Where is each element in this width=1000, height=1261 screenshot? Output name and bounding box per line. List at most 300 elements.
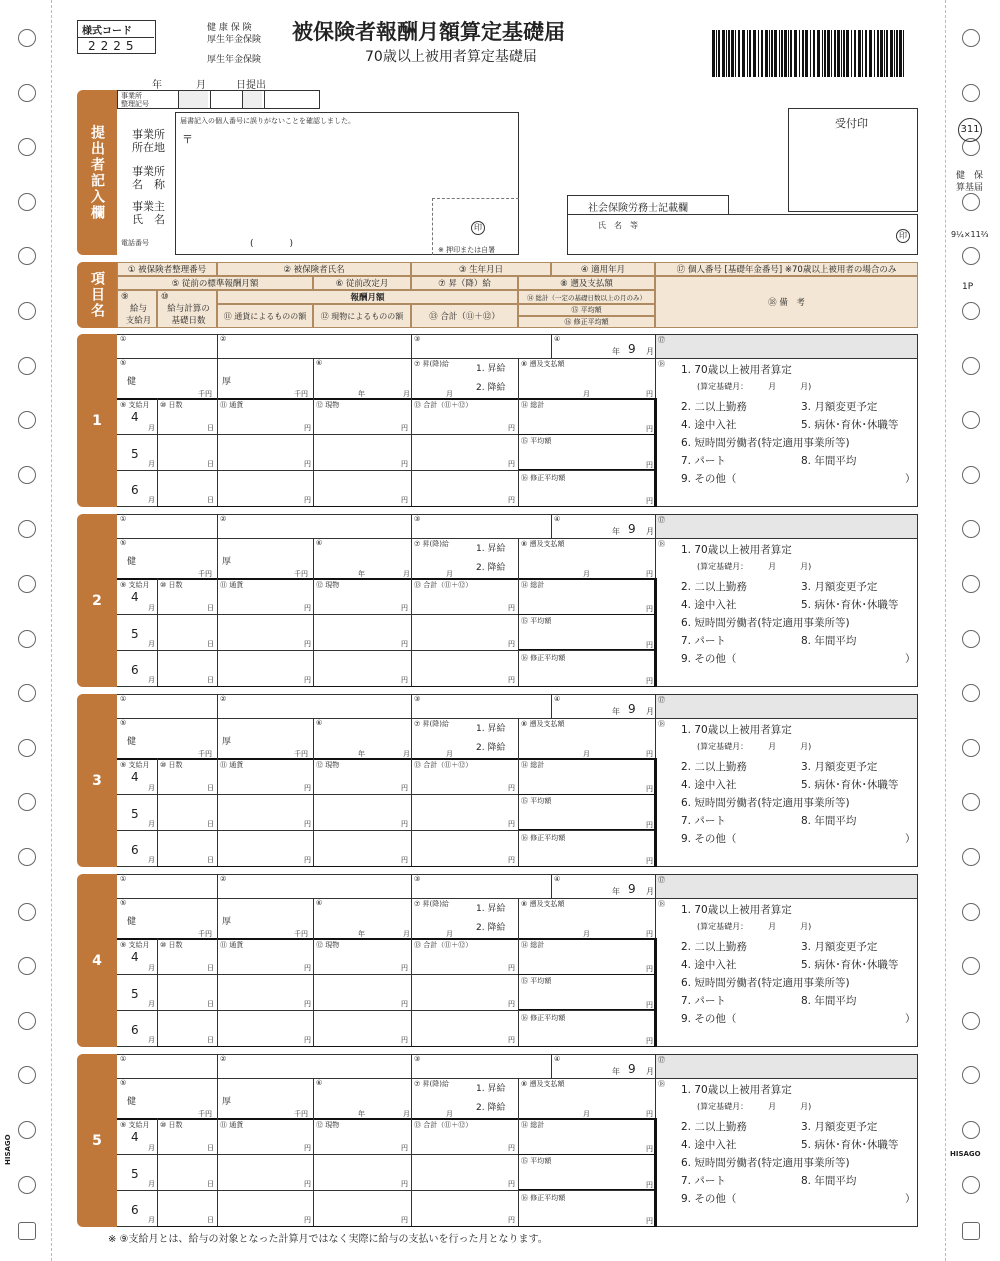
unit-label: 月 [446,570,453,578]
unit-label: 円 [304,820,311,828]
cell-label: ⑰ [658,336,665,344]
remark-option[interactable]: 5. 病休･育休･休職等 [801,1139,899,1151]
unit-label: 月 [403,390,410,398]
cell-label: ⑱ [658,1080,665,1088]
cell-label: ③ [414,515,421,523]
lower-option[interactable]: 2. 降給 [476,383,506,393]
remark-option[interactable]: 9. その他（ [681,473,737,485]
cell-label: ⑧ 遡及支払額 [521,900,565,908]
remark-option[interactable]: 3. 月額変更予定 [801,941,878,953]
hdr-16: ⑯ 修正平均額 [518,316,655,328]
pay-month: 6 [131,843,139,857]
remark-option[interactable]: 3. 月額変更予定 [801,401,878,413]
cell-label: ⑰ [658,696,665,704]
unit-label: 円 [646,1145,653,1153]
unit-label: 千円 [294,390,308,398]
remark-option[interactable]: 1. 70歳以上被用者算定 [681,724,792,736]
remark-option[interactable]: 2. 二以上勤務 [681,761,747,773]
tractor-hole-left [18,520,36,538]
unit-label: 円 [508,1000,515,1008]
cell-label: ④ [554,1055,561,1063]
remark-option[interactable]: 6. 短時間労働者(特定適用事業所等) [681,977,850,989]
unit-label: 月 [148,496,155,504]
hdr-8: ⑧ 遡及支払額 [518,276,655,290]
my-number-field[interactable] [655,515,917,538]
year-unit: 年 [612,1067,620,1076]
unit-label: 円 [304,1180,311,1188]
grid-line [655,718,656,758]
barcode-bar [843,30,845,77]
receipt-box [788,108,918,212]
hdr-pay: 報酬月額 [217,290,518,304]
style-code-box [77,20,156,54]
barcode-bar [899,30,902,77]
cell-label: ⑱ [658,900,665,908]
remark-option[interactable]: 8. 年間平均 [801,455,857,467]
grid-line [518,718,519,758]
month-unit: 月 [646,887,654,896]
grid-line [551,334,552,358]
sharoushi-label-box [567,195,729,215]
pay-month: 4 [131,770,139,784]
raise-option[interactable]: 1. 昇給 [476,724,506,734]
side-size: 9¼×11⅔ [951,230,989,239]
remark-option[interactable]: 3. 月額変更予定 [801,1121,878,1133]
pay-month: 6 [131,1023,139,1037]
remark-option[interactable]: 5. 病休･育休･休職等 [801,959,899,971]
unit-label: 月 [148,1180,155,1188]
grid-line [551,694,552,718]
tractor-hole-left [18,84,36,102]
remark-option: ） [905,833,916,845]
grid-line [655,1078,656,1118]
remark-option[interactable]: 2. 二以上勤務 [681,1121,747,1133]
tractor-hole-right [962,411,980,429]
cell-label: ③ [414,335,421,343]
barcode-bar [862,30,863,77]
cell-label: ⑰ [658,876,665,884]
grid-line [313,358,314,398]
cell-label: ⑭ 総計 [521,761,545,769]
remark-option[interactable]: 3. 月額変更予定 [801,581,878,593]
remark-option[interactable]: 8. 年間平均 [801,1175,857,1187]
apply-month: 9 [628,882,636,896]
barcode-bar [747,30,748,77]
tractor-hole-right [962,29,980,47]
my-number-field[interactable] [655,1055,917,1078]
cell-label: ⑱ [658,360,665,368]
office-no-cell1[interactable] [178,91,208,108]
month-unit: 月 [646,527,654,536]
row-number: 5 [77,1054,117,1227]
unit-label: 円 [304,496,311,504]
barcode-bar [874,30,875,77]
cell-label: ⑥ [316,899,323,907]
remark-option[interactable]: 8. 年間平均 [801,815,857,827]
grid-line [655,874,656,898]
cell-label: ⑭ 総計 [521,1121,545,1129]
my-number-field[interactable] [655,875,917,898]
remark-option[interactable]: 2. 二以上勤務 [681,401,747,413]
barcode-bar [890,30,893,77]
pay-month: 4 [131,590,139,604]
cell-label: ⑫ 現物 [316,581,340,589]
cell-label: ① [120,875,127,883]
barcode-bar [735,30,736,77]
unit-label: 円 [401,460,408,468]
ins-line1: 健 康 保 険 [207,23,252,33]
tractor-hole-right [962,739,980,757]
barcode-bar [837,30,840,77]
unit-label: 月 [148,1144,155,1152]
remark-option[interactable]: 7. パート [681,995,726,1007]
remark-option[interactable]: 1. 70歳以上被用者算定 [681,544,792,556]
cell-label: ③ [414,875,421,883]
remark-option[interactable]: 4. 途中入社 [681,1139,737,1151]
tractor-hole-right [962,1066,980,1084]
unit-label: 月 [583,390,590,398]
grid-line [217,334,218,358]
cell-label: ⑫ 現物 [316,401,340,409]
barcode-bar [894,30,895,77]
remark-option[interactable]: 8. 年間平均 [801,995,857,1007]
cell-label: ⑩ 日数 [160,401,183,409]
tractor-hole-left [18,903,36,921]
cell-label: ⑭ 総計 [521,581,545,589]
remark-option: (算定基礎月： 月 月) [697,922,812,931]
barcode-bar [886,30,888,77]
remark-option[interactable]: 9. その他（ [681,653,737,665]
cell-label: ⑰ [658,1056,665,1064]
pay-month: 5 [131,987,139,1001]
remark-option[interactable]: 2. 二以上勤務 [681,941,747,953]
tractor-hole-left [18,848,36,866]
remark-option[interactable]: 9. その他（ [681,1193,737,1205]
grid-line [313,1078,314,1118]
hdr-9-text: 給与 支給月 [125,304,152,326]
remark-option[interactable]: 3. 月額変更予定 [801,761,878,773]
barcode-bar [869,30,872,77]
unit-label: 年 [358,570,365,578]
kou-label: 厚 [222,557,232,567]
cell-label: ⑬ 合計（⑪＋⑫） [414,401,473,409]
apply-month: 9 [628,1062,636,1076]
cell-label: ⑱ [658,720,665,728]
year-unit: 年 [612,707,620,716]
cell-label: ⑯ 修正平均額 [521,1014,566,1022]
sharoushi-name-label: 氏 名 等 [598,221,638,230]
ins-line2: 厚生年金保険 [207,35,262,45]
unit-label: 日 [207,460,214,468]
unit-label: 円 [508,604,515,612]
raise-option[interactable]: 1. 昇給 [476,1084,506,1094]
hdr-10-num: ⑩ [161,292,169,302]
remark-option[interactable]: 6. 短時間労働者(特定適用事業所等) [681,1157,850,1169]
corner-mark [18,1222,36,1240]
tractor-hole-left [18,630,36,648]
tractor-hole-left [18,793,36,811]
unit-label: 日 [207,1000,214,1008]
seal-note: ※ 押印または自署 [438,246,496,254]
barcode-bar [722,30,725,77]
barcode-bar [831,30,832,77]
unit-label: 千円 [294,930,308,938]
unit-label: 年 [358,1110,365,1118]
cell-label: ⑧ 遡及支払額 [521,360,565,368]
unit-label: 日 [207,856,214,864]
remark-option[interactable]: 4. 途中入社 [681,779,737,791]
unit-label: 円 [304,1144,311,1152]
remark-option[interactable]: 5. 病休･育休･休職等 [801,599,899,611]
cell-label: ⑪ 通貨 [220,581,244,589]
unit-label: 円 [304,1216,311,1224]
cell-label: ③ [414,695,421,703]
unit-label: 月 [403,1110,410,1118]
my-number-field[interactable] [655,695,917,718]
cell-label: ⑭ 総計 [521,941,545,949]
remark-option[interactable]: 6. 短時間労働者(特定適用事業所等) [681,617,850,629]
barcode-bar [865,30,867,77]
unit-label: 円 [508,820,515,828]
barcode-bar [749,30,751,77]
remark-option[interactable]: 9. その他（ [681,1013,737,1025]
unit-label: 円 [646,821,653,829]
barcode-bar [784,30,787,77]
ken-label: 健 [127,557,137,567]
tractor-hole-right [962,466,980,484]
barcode-bar [769,30,770,77]
pay-month: 5 [131,627,139,641]
unit-label: 円 [508,496,515,504]
unit-label: 日 [207,1180,214,1188]
remark-option[interactable]: 7. パート [681,635,726,647]
remark-option[interactable]: 9. その他（ [681,833,737,845]
unit-label: 円 [508,676,515,684]
unit-label: 円 [304,640,311,648]
remark-option: ） [905,1193,916,1205]
unit-label: 円 [508,640,515,648]
unit-label: 日 [207,1036,214,1044]
barcode-bar [896,30,898,77]
remark-option[interactable]: 4. 途中入社 [681,959,737,971]
remark-option[interactable]: 8. 年間平均 [801,635,857,647]
grid-line [217,514,218,538]
cell-label: ② [220,695,227,703]
my-number-field[interactable] [655,335,917,358]
unit-label: 月 [148,856,155,864]
hdr-2: ② 被保険者氏名 [217,262,411,276]
barcode-bar [790,30,792,77]
cell-label: ⑧ 遡及支払額 [521,720,565,728]
unit-label: 月 [446,1110,453,1118]
cell-label: ④ [554,695,561,703]
raise-option[interactable]: 1. 昇給 [476,904,506,914]
remark-option[interactable]: 7. パート [681,1175,726,1187]
unit-label: 円 [401,1000,408,1008]
unit-label: 円 [646,497,653,505]
month-unit: 月 [646,347,654,356]
remark-option: ） [905,1013,916,1025]
barcode-bar [753,30,756,77]
barcode-bar [779,30,780,77]
unit-label: 円 [646,605,653,613]
kou-label: 厚 [222,737,232,747]
unit-label: 月 [148,640,155,648]
grid-line [411,898,412,938]
unit-label: 月 [446,390,453,398]
ins-line3: 厚生年金保険 [207,55,262,65]
grid-line [411,514,412,538]
remark-option[interactable]: 1. 70歳以上被用者算定 [681,364,792,376]
unit-label: 月 [446,750,453,758]
sharoushi-box[interactable] [567,214,918,255]
barcode-bar [877,30,879,77]
cell-label: ⑨ 支給月 [120,941,150,949]
grid-line [217,538,218,578]
grid-line [655,1118,657,1227]
pay-month: 6 [131,483,139,497]
remark-option[interactable]: 4. 途中入社 [681,419,737,431]
cell-label: ⑦ 昇(降)給 [414,900,449,908]
office-no-cell4[interactable] [264,91,319,108]
barcode-bar [858,30,861,77]
raise-option[interactable]: 1. 昇給 [476,364,506,374]
grid-line [313,538,314,578]
date-year: 年 [152,80,162,91]
remark-option[interactable]: 4. 途中入社 [681,599,737,611]
insured-row [77,334,918,507]
barcode-bar [718,30,720,77]
sharoushi-label: 社会保険労務士記載欄 [588,203,688,214]
barcode-bar [824,30,826,77]
unit-label: 円 [646,425,653,433]
remark-option[interactable]: 1. 70歳以上被用者算定 [681,1084,792,1096]
remark-option[interactable]: 5. 病休･育休･休職等 [801,419,899,431]
unit-label: 日 [207,640,214,648]
unit-label: 千円 [198,930,212,938]
remark-option[interactable]: 1. 70歳以上被用者算定 [681,904,792,916]
hdr-15: ⑮ 平均額 [518,304,655,316]
tractor-hole-right [962,630,980,648]
lower-option[interactable]: 2. 降給 [476,563,506,573]
cell-label: ⑮ 平均額 [521,1157,552,1165]
cell-label: ⑬ 合計（⑪＋⑫） [414,1121,473,1129]
remark-option[interactable]: 2. 二以上勤務 [681,581,747,593]
tractor-hole-right [962,302,980,320]
owner-label2: 氏 名 [132,213,165,226]
kou-label: 厚 [222,917,232,927]
unit-label: 日 [207,424,214,432]
unit-label: 年 [358,930,365,938]
cell-label: ⑪ 通貨 [220,761,244,769]
hdr-1: ① 被保険者整理番号 [117,262,217,276]
grid-line [655,538,656,578]
lower-option[interactable]: 2. 降給 [476,1103,506,1113]
tractor-hole-left [18,1012,36,1030]
barcode-bar [813,30,815,77]
remark-option[interactable]: 7. パート [681,455,726,467]
tractor-hole-left [18,1176,36,1194]
barcode-bar [765,30,768,77]
cell-label: ⑬ 合計（⑪＋⑫） [414,761,473,769]
date-month: 月 [196,80,206,91]
unit-label: 円 [401,676,408,684]
grid-line [655,358,656,398]
lower-option[interactable]: 2. 降給 [476,743,506,753]
grid-line [411,334,412,358]
grid-line [411,1078,412,1118]
grid-line [411,718,412,758]
year-unit: 年 [612,527,620,536]
unit-label: 月 [148,676,155,684]
unit-label: 円 [304,424,311,432]
grid-line [217,874,218,898]
cell-label: ⑥ [316,539,323,547]
unit-label: 月 [583,570,590,578]
unit-label: 日 [207,964,214,972]
cell-label: ② [220,875,227,883]
cell-label: ① [120,335,127,343]
tractor-hole-right [962,903,980,921]
address-label1: 事業所 [132,128,165,141]
remark-option[interactable]: 6. 短時間労働者(特定適用事業所等) [681,437,850,449]
office-no-cell2[interactable] [210,91,240,108]
hdr-11: ⑪ 通貨によるものの額 [217,304,313,328]
tractor-hole-right [962,247,980,265]
remark-option[interactable]: 5. 病休･育休･休職等 [801,779,899,791]
unit-label: 日 [207,496,214,504]
cell-label: ⑥ [316,359,323,367]
remark-option[interactable]: 7. パート [681,815,726,827]
form-subtitle: 70歳以上被用者算定基礎届 [365,49,537,65]
tractor-hole-right [962,957,980,975]
tractor-hole-left [18,1121,36,1139]
unit-label: 月 [148,1216,155,1224]
cell-label: ⑩ 日数 [160,1121,183,1129]
cell-label: ⑪ 通貨 [220,1121,244,1129]
phone-label: 電話番号 [121,239,149,247]
unit-label: 円 [646,1037,653,1045]
barcode-bar [771,30,773,77]
perforation-right [945,0,946,1261]
grid-line [655,1054,656,1078]
grid-line [551,874,552,898]
ken-label: 健 [127,737,137,747]
tractor-hole-left [18,357,36,375]
cell-label: ⑯ 修正平均額 [521,654,566,662]
unit-label: 円 [646,390,653,398]
pay-month: 6 [131,1203,139,1217]
grid-line [655,578,657,687]
barcode-bar [851,30,852,77]
remark-option[interactable]: 6. 短時間労働者(特定適用事業所等) [681,797,850,809]
hdr-6: ⑥ 従前改定月 [313,276,411,290]
unit-label: 円 [646,1110,653,1118]
sharoushi-seal: 印 [896,229,910,243]
unit-label: 円 [508,1216,515,1224]
cell-label: ④ [554,875,561,883]
office-no-cell3[interactable] [242,91,262,108]
lower-option[interactable]: 2. 降給 [476,923,506,933]
hdr-17: ⑰ 個人番号 [基礎年金番号] ※70歳以上被用者の場合のみ [655,262,918,276]
seal-box[interactable] [432,198,519,255]
grid-line [217,694,218,718]
corner-mark [962,1222,980,1240]
ken-label: 健 [127,917,137,927]
raise-option[interactable]: 1. 昇給 [476,544,506,554]
hdr-18: ⑱ 備 考 [655,276,918,328]
row-number: 4 [77,874,117,1047]
